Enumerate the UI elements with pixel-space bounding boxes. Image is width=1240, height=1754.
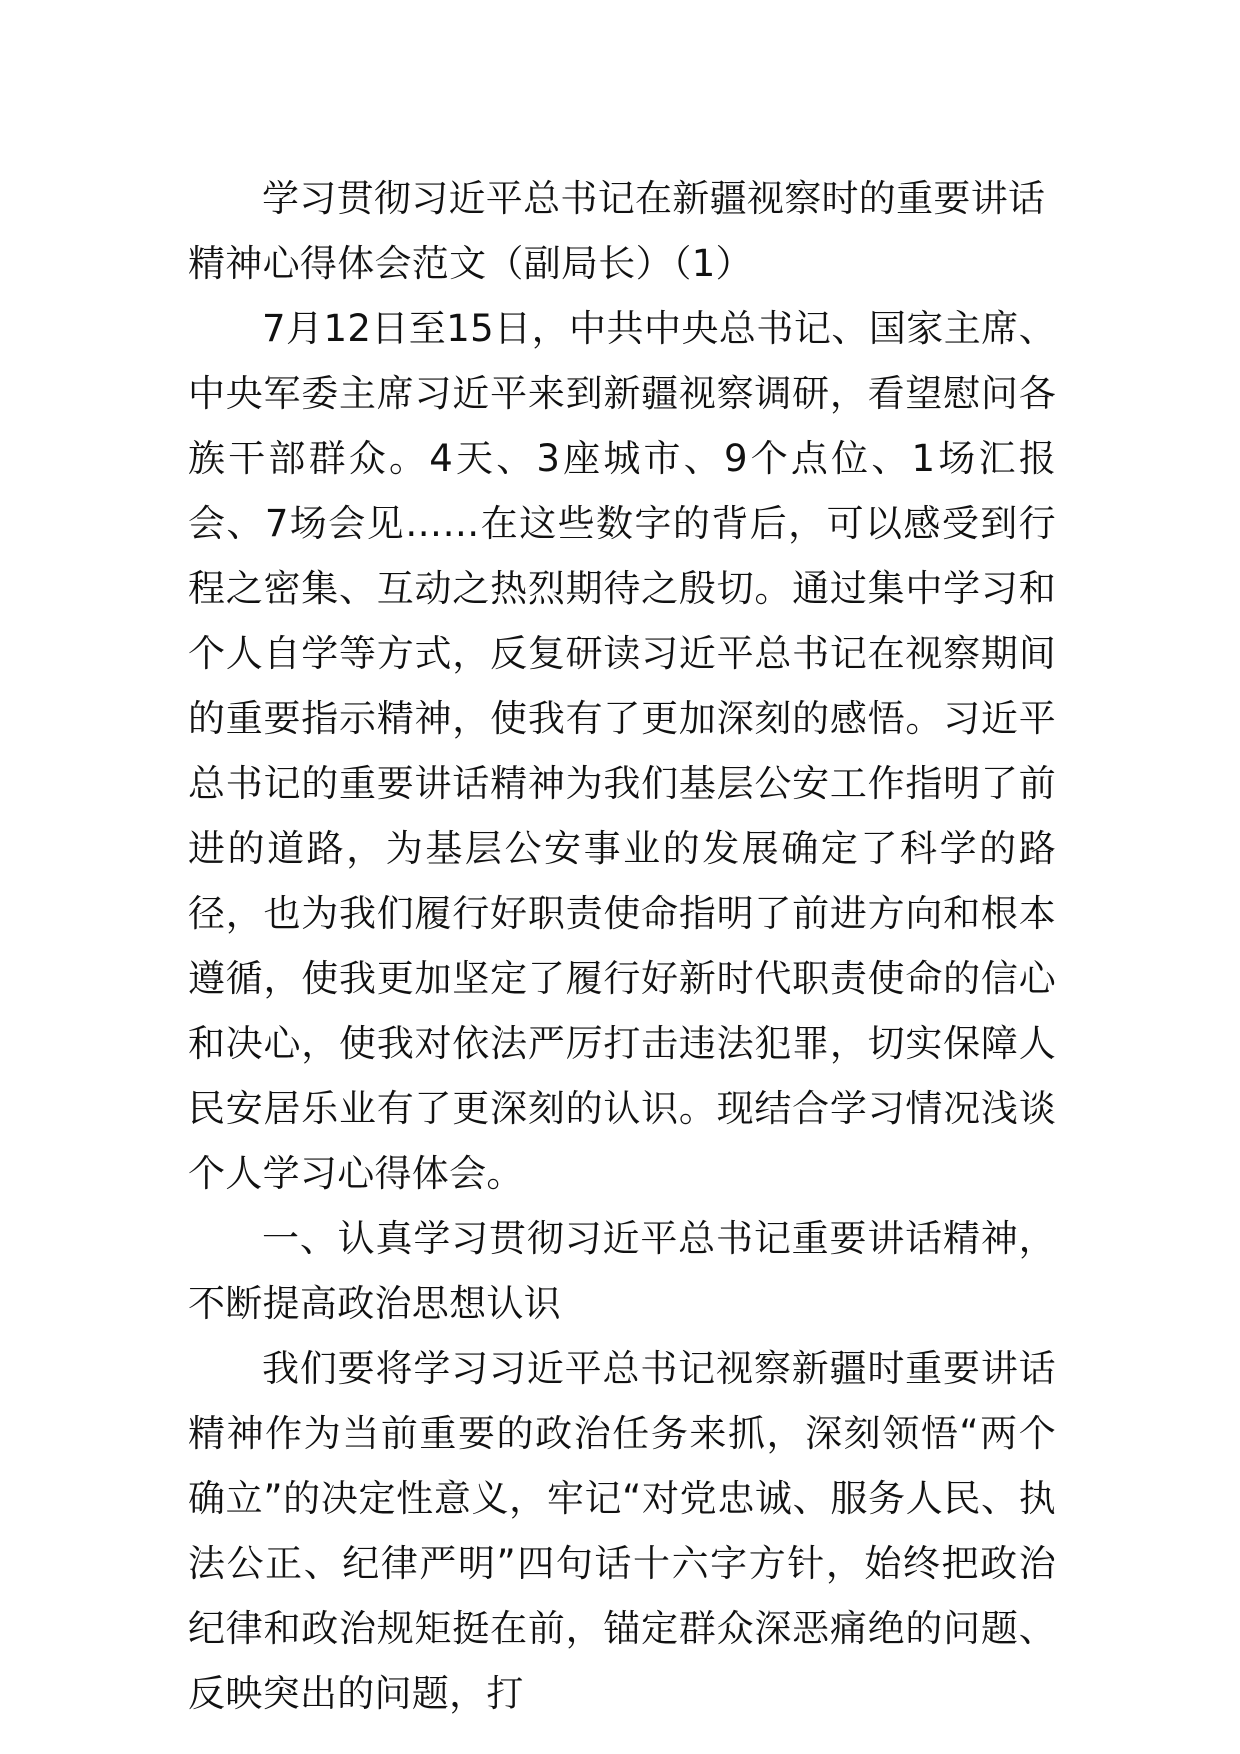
document-body bbox=[188, 166, 1056, 1726]
section-heading-1: 一、认真学习贯彻习近平总书记重要讲话精神，不断提高政治思想认识 bbox=[188, 1217, 1056, 1325]
paragraph-intro: 7月12日至15日，中共中央总书记、国家主席、中央军委主席习近平来到新疆视察调研，看望慰问各族干部群众。4天、3座城市、9个点位、1场汇报会、7场会见……在这些数字的背后，可以感受到行程之密集、互动之热烈期待之殷切。通过集中学习和个人自学等方式，反复研读习近平总书记在视察期间的重要指示精神，使我有了更加深刻的感悟。习近平总书记的重要讲话精神为我们基层公安工作指明了前进的道路，为基层公安事业的发展确定了科学的路径，也为我们履行好职责使命指明了前进方向和根本遵循，使我更加坚定了履行好新时代职责使命的信心和决心，使我对依法严厉打击违法犯罪，切实保障人民安居乐业有了更深刻的认识。现结合学习情况浅谈个人学习心得体会。 bbox=[188, 307, 1056, 1195]
document-title: 学习贯彻习近平总书记在新疆视察时的重要讲话精神心得体会范文（副局长）（1） bbox=[188, 177, 1046, 285]
paragraph-section-1: 我们要将学习习近平总书记视察新疆时重要讲话精神作为当前重要的政治任务来抓，深刻领悟“两个确立”的决定性意义，牢记“对党忠诚、服务人民、执法公正、纪律严明”四句话十六字方针，始终把政治纪律和政治规矩挺在前，锚定群众深恶痛绝的问题、反映突出的问题，打 bbox=[188, 1347, 1056, 1715]
